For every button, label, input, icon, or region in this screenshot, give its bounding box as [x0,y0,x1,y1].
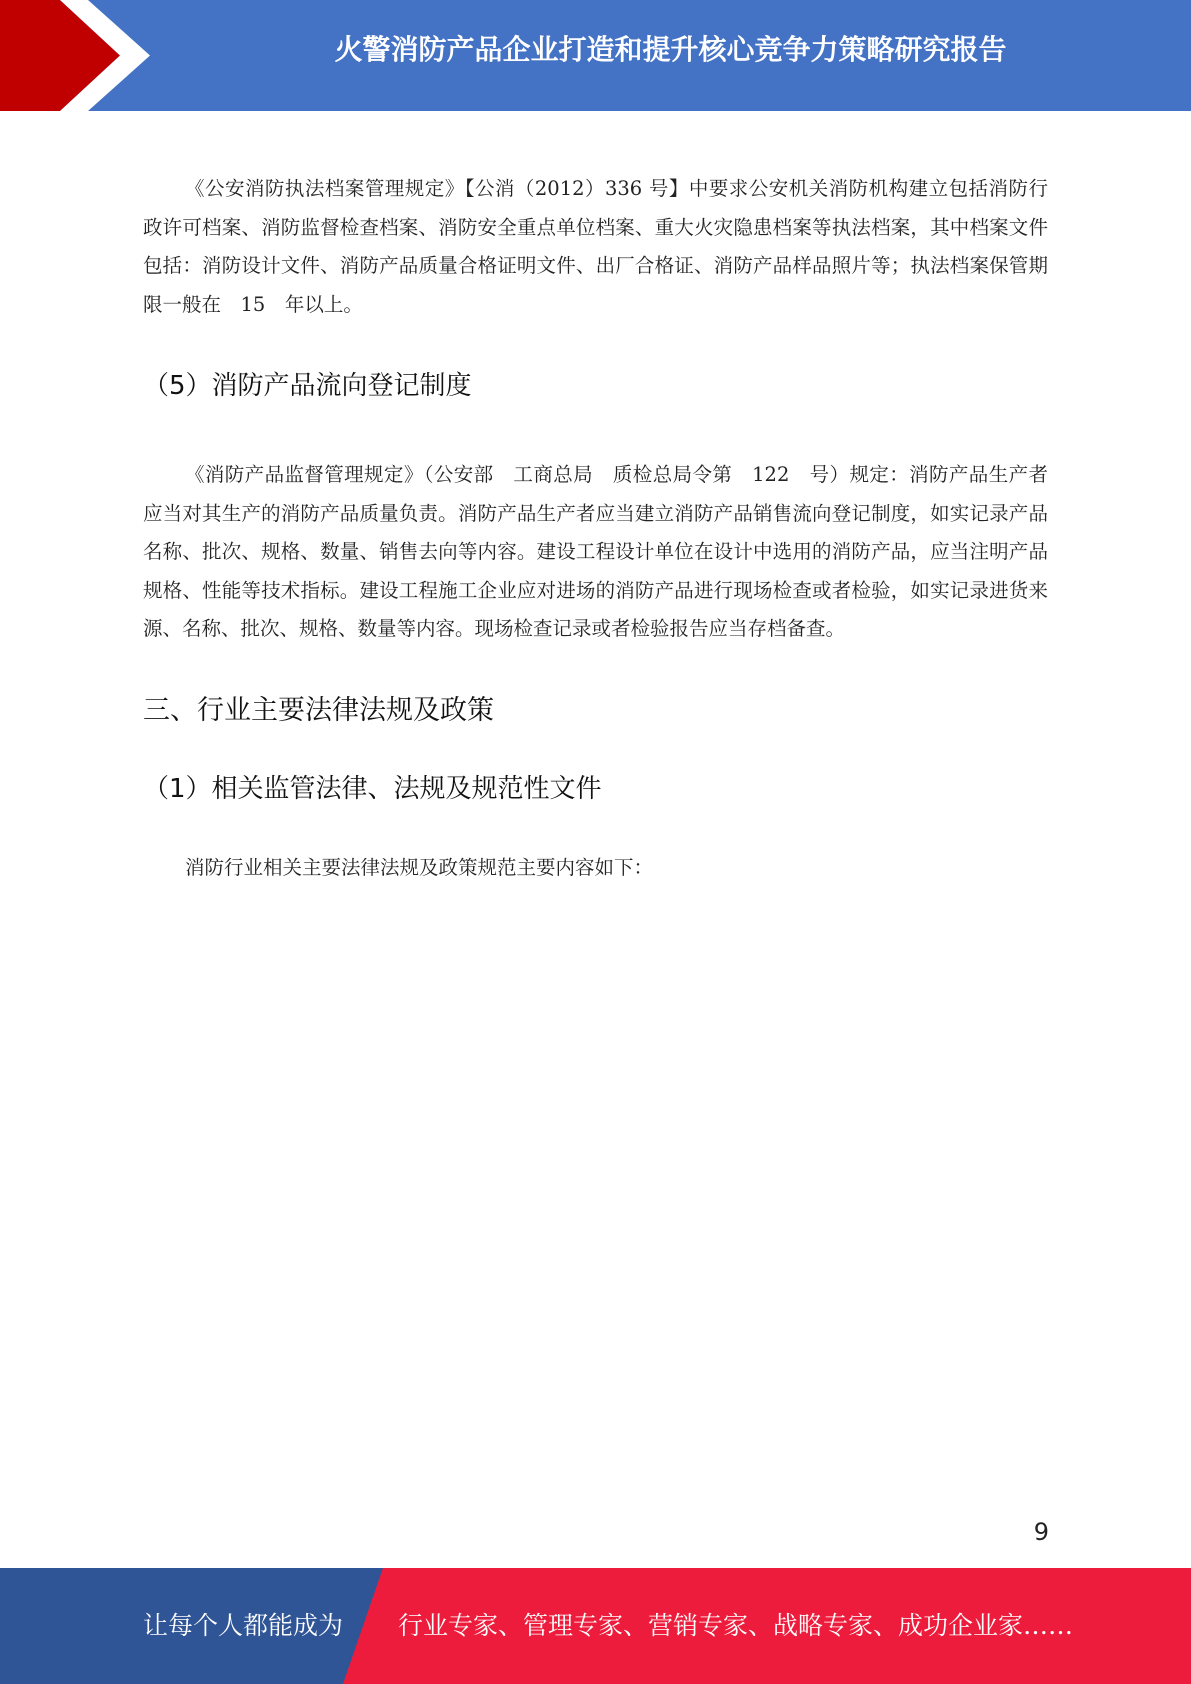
section-heading-flow-registration: （5）消防产品流向登记制度 [143,371,472,401]
page-number: 9 [1033,1518,1049,1546]
footer-slogan-left: 让每个人都能成为 [143,1611,344,1640]
main-content [143,170,1048,887]
footer-band [0,1568,1191,1684]
paragraph-intro-list: 消防行业相关主要法律法规及政策规范主要内容如下： [185,855,654,879]
footer-slogan-right: 行业专家、管理专家、营销专家、战略专家、成功企业家…… [398,1611,1074,1640]
paragraph-product-supervision: 《消防产品监督管理规定》（公安部 工商总局 质检总局令第 122 号）规定：消防产品生产者应当对其生产的消防产品质量负责。消防产品生产者应当建立消防产品销售流向登记制度，如实记录产品名称、批次、规格、数量、销售去向等内容。建设工程设计单位在设计中选用的消防产品，应当注明产品规格、性能等技术指标。建设工程施工企业应对进场的消防产品进行现场检查或者检验，如实记录进货来源、名称、批次、规格、数量等内容。现场检查记录或者检验报告应当存档备查。 [143,463,1048,640]
chevron-arrow-icon [0,0,160,111]
chapter-heading-laws-policies: 三、行业主要法律法规及政策 [143,694,494,726]
report-title: 火警消防产品企业打造和提升核心竞争力策略研究报告 [334,33,1007,66]
section-heading-regulatory-documents: （1）相关监管法律、法规及规范性文件 [143,773,602,804]
paragraph-enforcement-archives: 《公安消防执法档案管理规定》【公消（2012）336 号】中要求公安机关消防机构建立包括消防行政许可档案、消防监督检查档案、消防安全重点单位档案、重大火灾隐患档案等执法档案，其中档案文件包括：消防设计文件、消防产品质量合格证明文件、出厂合格证、消防产品样品照片等；执法档案保管期限一般在 15 年以上。 [143,177,1048,316]
header-band [0,0,1191,111]
